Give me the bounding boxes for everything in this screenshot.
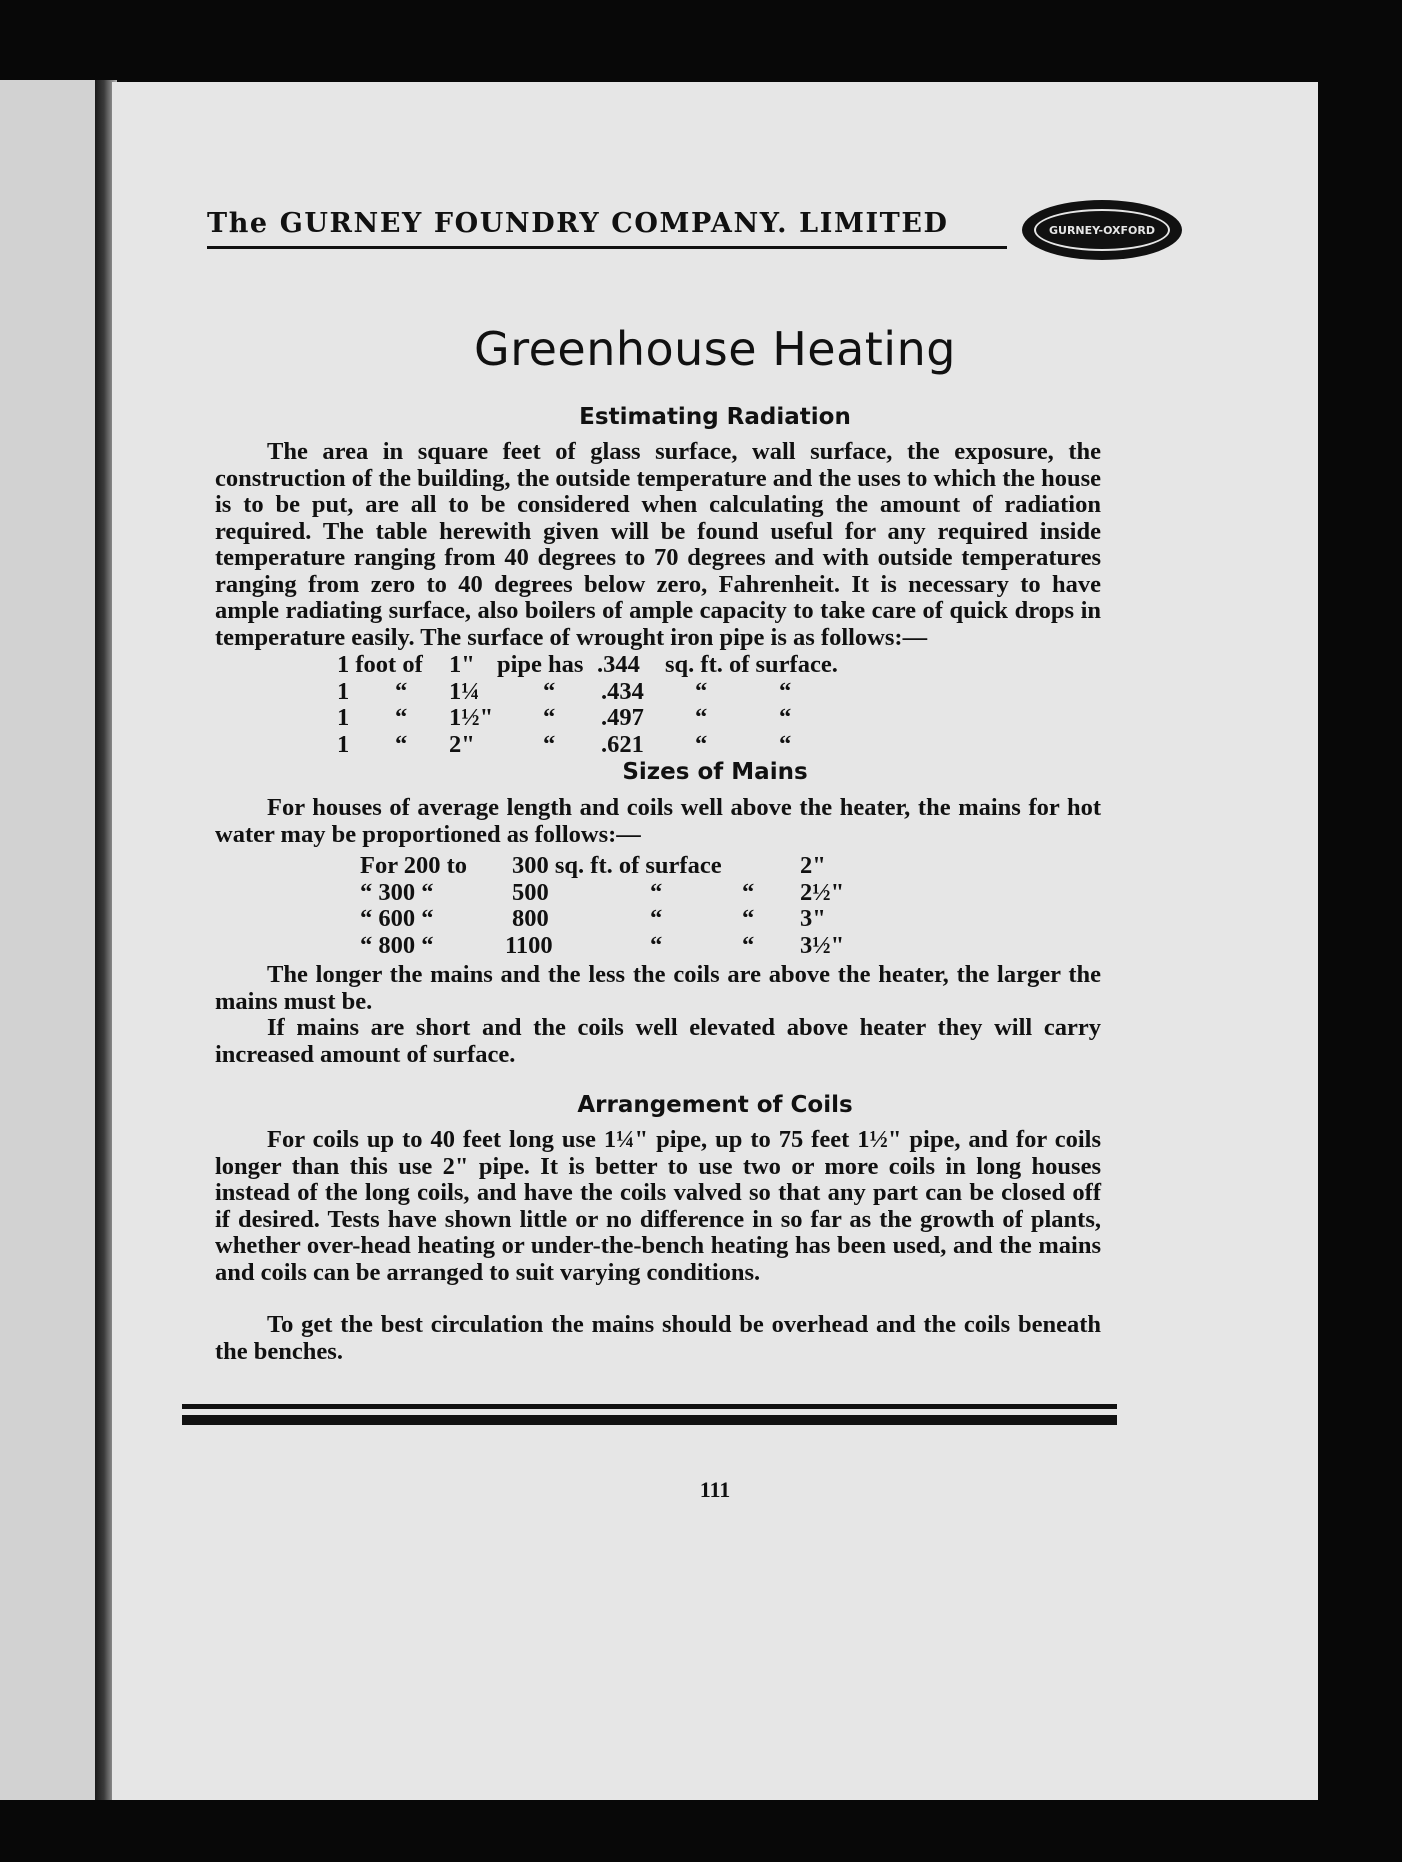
page-title: Greenhouse Heating [474,322,956,376]
footer-rule-thick [182,1415,1117,1425]
paragraph-circulation: To get the best circulation the mains should be overhead and the coils beneath the benches. [215,1311,1101,1365]
gurney-oxford-logo [1022,200,1182,260]
header-rule [207,246,1007,249]
company-name: The GURNEY FOUNDRY COMPANY. LIMITED [207,208,949,239]
paragraph-short-mains: If mains are short and the coils well elevated above heater they will carry increased amount of surface. [215,1014,1101,1068]
heading-sizes-of-mains: Sizes of Mains [622,759,808,785]
paragraph-radiation: The area in square feet of glass surface, wall surface, the exposure, the construction of the building, the outside temperature and the uses to which the house is to be put, are all to be considered when calculating the amount of radiation required. The table herewith given will be found useful for any required inside temperature ranging from 40 degrees to 70 degrees and with outside temperatures ranging from zero to 40 degrees below zero, Fahrenheit. It is necessary to have ample radiating surface, also boilers of ample capacity to take care of quick drops in temperature easily. The surface of wrought iron pipe is as follows:— [215,438,1101,651]
page-header [207,200,1197,260]
paragraph-longer-mains: The longer the mains and the less the coils are above the heater, the larger the mains must be. [215,961,1101,1015]
logo-text: GURNEY-OXFORD [1034,209,1170,251]
heading-arrangement-of-coils: Arrangement of Coils [577,1092,853,1118]
footer-rule-thin [182,1404,1117,1409]
paragraph-coils: For coils up to 40 feet long use 1¼" pipe, up to 75 feet 1½" pipe, and for coils longer than this use 2" pipe. It is better to use two or more coils in long houses instead of the long coils, and have the coils valved so that any part can be closed off if desired. Tests have shown little or no difference in so far as the growth of plants, whether over-head heating or under-the-bench heating has been used, and the mains and coils can be arranged to suit varying conditions. [215,1126,1101,1286]
paragraph-mains: For houses of average length and coils well above the heater, the mains for hot water may be proportioned as follows:— [215,794,1101,848]
facing-page-edge [0,80,95,1800]
page-number: 111 [699,1477,731,1502]
catalog-page: The GURNEY FOUNDRY COMPANY. LIMITED GURNEY-OXFORD Greenhouse Heating Estimating Radiation The area in square feet of glass surface, wall surface, the exposure, the construction of the building, the outside temperature and the uses to which the house is to be put, are all to be considered when calculating the amount of radiation required. The table herewith given will be found useful for any required inside temperature ranging from 40 degrees to 70 degrees and with outside temperatures ranging from zero to 40 degrees below zero, Fahrenheit. It is necessary to have ample radiating surface, also boilers of ample capacity to take care of quick drops in temperature easily. The surface of wrought iron pipe is as follows:— 1 foot of 1" pipe has .344 sq. ft. of surface. 1 “ 1¼ “ .434 “ “ 1 “ 1½" “ .497 “ “ 1 “ 2" “ .621 “ “ Sizes of Mains For houses of average length and coils well above the heater, the mains for hot water may be proportioned as follows:— For 200 to 300 sq. ft. of surface 2" “ 300 “ 500 “ “ 2½" “ 600 “ 800 “ “ 3" “ 800 “ 1100 “ “ 3½" The longer the mains and the less the coils are above the heater, the larger the mains must be. If mains are short and the coils well elevated above heater they will carry increased amount of surface. Arrangement of Coils For coils up to 40 feet long use 1¼" pipe, up to 75 feet 1½" pipe, and for coils longer than this use 2" pipe. It is better to use two or more coils in long houses instead of the long coils, and have the coils valved so that any part can be closed off if desired. Tests have shown little or no difference in so far as the growth of plants, whether over-head heating or under-the-bench heating has been used, and the mains and coils can be arranged to suit varying conditions. To get the best circulation the mains should be overhead and the coils beneath the benches. 111 [112,82,1318,1800]
heading-estimating-radiation: Estimating Radiation [579,404,851,430]
